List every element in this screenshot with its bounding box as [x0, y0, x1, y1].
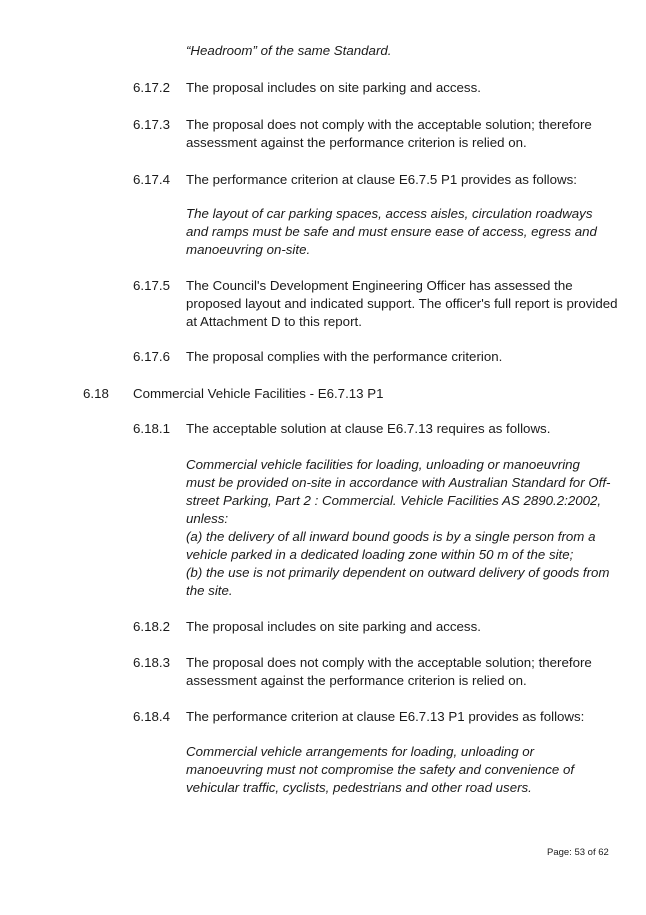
item-number: 6.17.4	[133, 172, 170, 187]
item-text: The acceptable solution at clause E6.7.13 requires as follows.	[186, 421, 551, 436]
quote-line: the site.	[186, 583, 233, 598]
item-number: 6.17.6	[133, 349, 170, 364]
item-text: The proposal does not comply with the acceptable solution; therefore	[186, 655, 592, 670]
item-text: assessment against the performance criterion is relied on.	[186, 673, 527, 688]
quote-line: vehicular traffic, cyclists, pedestrians and other road users.	[186, 780, 532, 795]
item-number: 6.17.2	[133, 80, 170, 95]
item-number: 6.18.2	[133, 619, 170, 634]
section-title: Commercial Vehicle Facilities - E6.7.13 P1	[133, 386, 384, 401]
quote-line: vehicle parked in a dedicated loading zone within 50 m of the site;	[186, 547, 574, 562]
item-number: 6.18.4	[133, 709, 170, 724]
quote-line: street Parking, Part 2 : Commercial. Vehicle Facilities AS 2890.2:2002,	[186, 493, 602, 508]
quote-line: manoeuvring must not compromise the safety and convenience of	[186, 762, 575, 777]
item-number: 6.18.1	[133, 421, 170, 436]
quote-line: unless:	[186, 511, 229, 526]
item-text: The performance criterion at clause E6.7.13 P1 provides as follows:	[186, 709, 585, 724]
quote-line: and ramps must be safe and must ensure ease of access, egress and	[186, 224, 597, 239]
item-text: assessment against the performance criterion is relied on.	[186, 135, 527, 150]
item-number: 6.17.5	[133, 278, 170, 293]
item-text: The Council's Development Engineering Officer has assessed the	[186, 278, 573, 293]
quote-line: Commercial vehicle facilities for loading, unloading or manoeuvring	[186, 457, 580, 472]
item-text: at Attachment D to this report.	[186, 314, 362, 329]
quote-line: manoeuvring on-site.	[186, 242, 311, 257]
section-number: 6.18	[83, 386, 109, 401]
quote-line: (a) the delivery of all inward bound goods is by a single person from a	[186, 529, 596, 544]
item-number: 6.18.3	[133, 655, 170, 670]
item-text: The performance criterion at clause E6.7.5 P1 provides as follows:	[186, 172, 577, 187]
item-text: The proposal includes on site parking and access.	[186, 619, 481, 634]
continued-quote: “Headroom” of the same Standard.	[186, 43, 392, 58]
item-text: The proposal complies with the performance criterion.	[186, 349, 503, 364]
quote-line: The layout of car parking spaces, access aisles, circulation roadways	[186, 206, 593, 221]
quote-line: must be provided on-site in accordance with Australian Standard for Off-	[186, 475, 611, 490]
quote-line: (b) the use is not primarily dependent on outward delivery of goods from	[186, 565, 610, 580]
item-text: The proposal includes on site parking and access.	[186, 80, 481, 95]
item-text: The proposal does not comply with the acceptable solution; therefore	[186, 117, 592, 132]
quote-line: Commercial vehicle arrangements for loading, unloading or	[186, 744, 535, 759]
item-number: 6.17.3	[133, 117, 170, 132]
page-number-footer: Page: 53 of 62	[547, 847, 609, 858]
item-text: proposed layout and indicated support. The officer's full report is provided	[186, 296, 618, 311]
